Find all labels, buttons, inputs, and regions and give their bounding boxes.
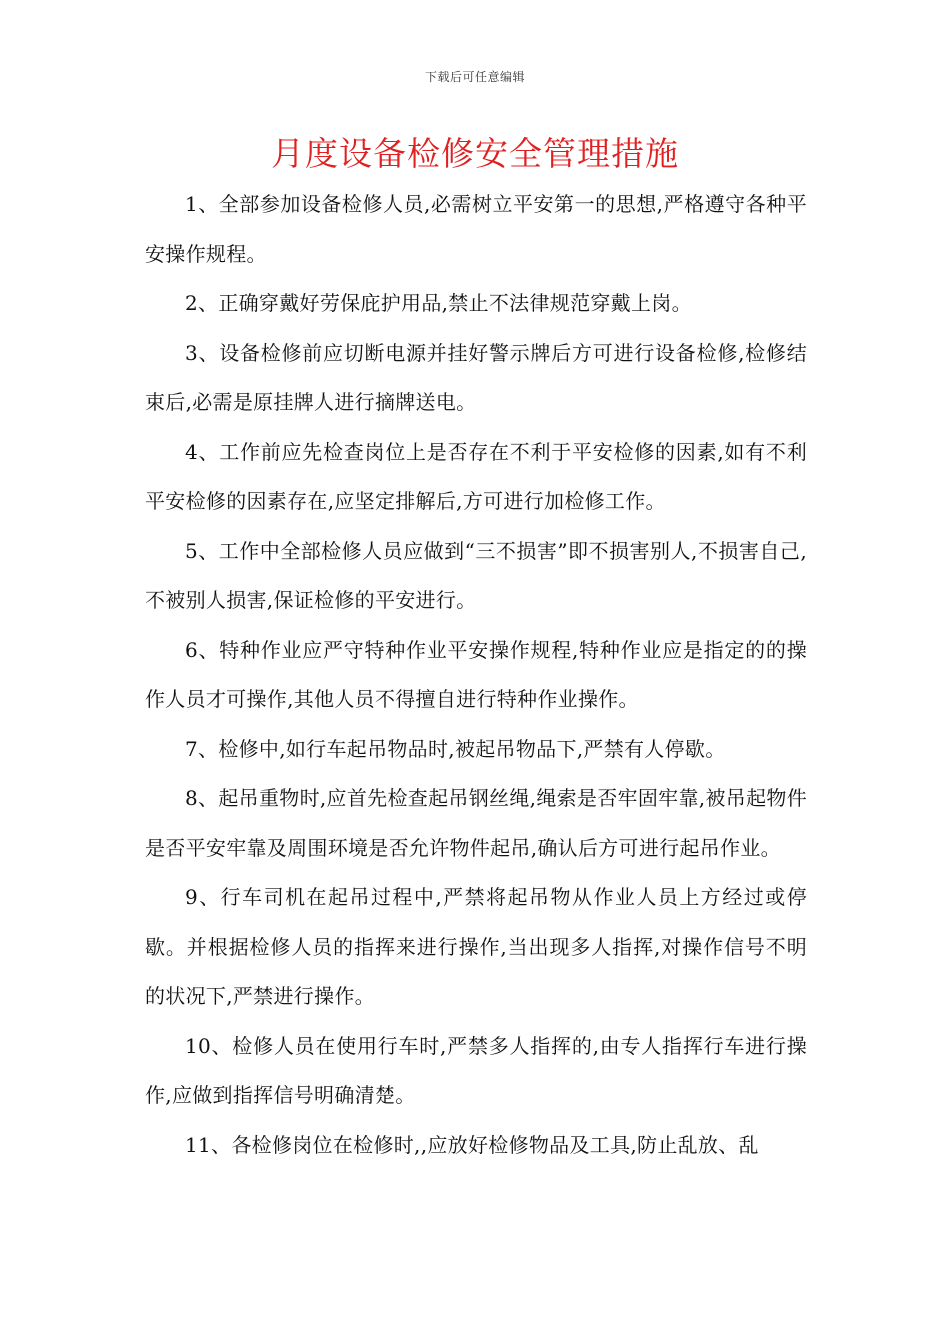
header-note: 下载后可任意编辑 (424, 70, 525, 84)
paragraph-5: 5、工作中全部检修人员应做到“三不损害”即不损害别人,不损害自己,不被别人损害,保证检修的平安进行。 (145, 538, 807, 612)
paragraph-3: 3、设备检修前应切断电源并挂好警示牌后方可进行设备检修,检修结束后,必需是原挂牌人进行摘牌送电。 (145, 340, 807, 414)
paragraph-2: 2、正确穿戴好劳保庇护用品,禁止不法律规范穿戴上岗。 (185, 291, 692, 315)
paragraph-11: 11、各检修岗位在检修时,,应放好检修物品及工具,防止乱放、乱 (185, 1132, 759, 1157)
paragraph-7: 7、检修中,如行车起吊物品时,被起吊物品下,严禁有人停歇。 (185, 736, 726, 761)
document-body (145, 180, 807, 1170)
paragraph-9: 9、行车司机在起吊过程中,严禁将起吊物从作业人员上方经过或停歇。并根据检修人员的指挥来进行操作,当出现多人指挥,对操作信号不明的状况下,严禁进行操作。 (145, 885, 807, 1008)
paragraph-4: 4、工作前应先检查岗位上是否存在不利于平安检修的因素,如有不利平安检修的因素存在,应坚定排解后,方可进行加检修工作。 (145, 439, 807, 513)
paragraph-8: 8、起吊重物时,应首先检查起吊钢丝绳,绳索是否牢固牢靠,被吊起物件是否平安牢靠及周围环境是否允许物件起吊,确认后方可进行起吊作业。 (145, 786, 807, 860)
paragraph-10: 10、检修人员在使用行车时,严禁多人指挥的,由专人指挥行车进行操作,应做到指挥信号明确清楚。 (145, 1033, 807, 1107)
paragraph-1: 1、全部参加设备检修人员,必需树立平安第一的思想,严格遵守各种平安操作规程。 (145, 192, 807, 266)
paragraph-6: 6、特种作业应严守特种作业平安操作规程,特种作业应是指定的的操作人员才可操作,其他人员不得擅自进行特种作业操作。 (145, 637, 807, 711)
document-title: 月度设备检修安全管理措施 (271, 134, 679, 173)
